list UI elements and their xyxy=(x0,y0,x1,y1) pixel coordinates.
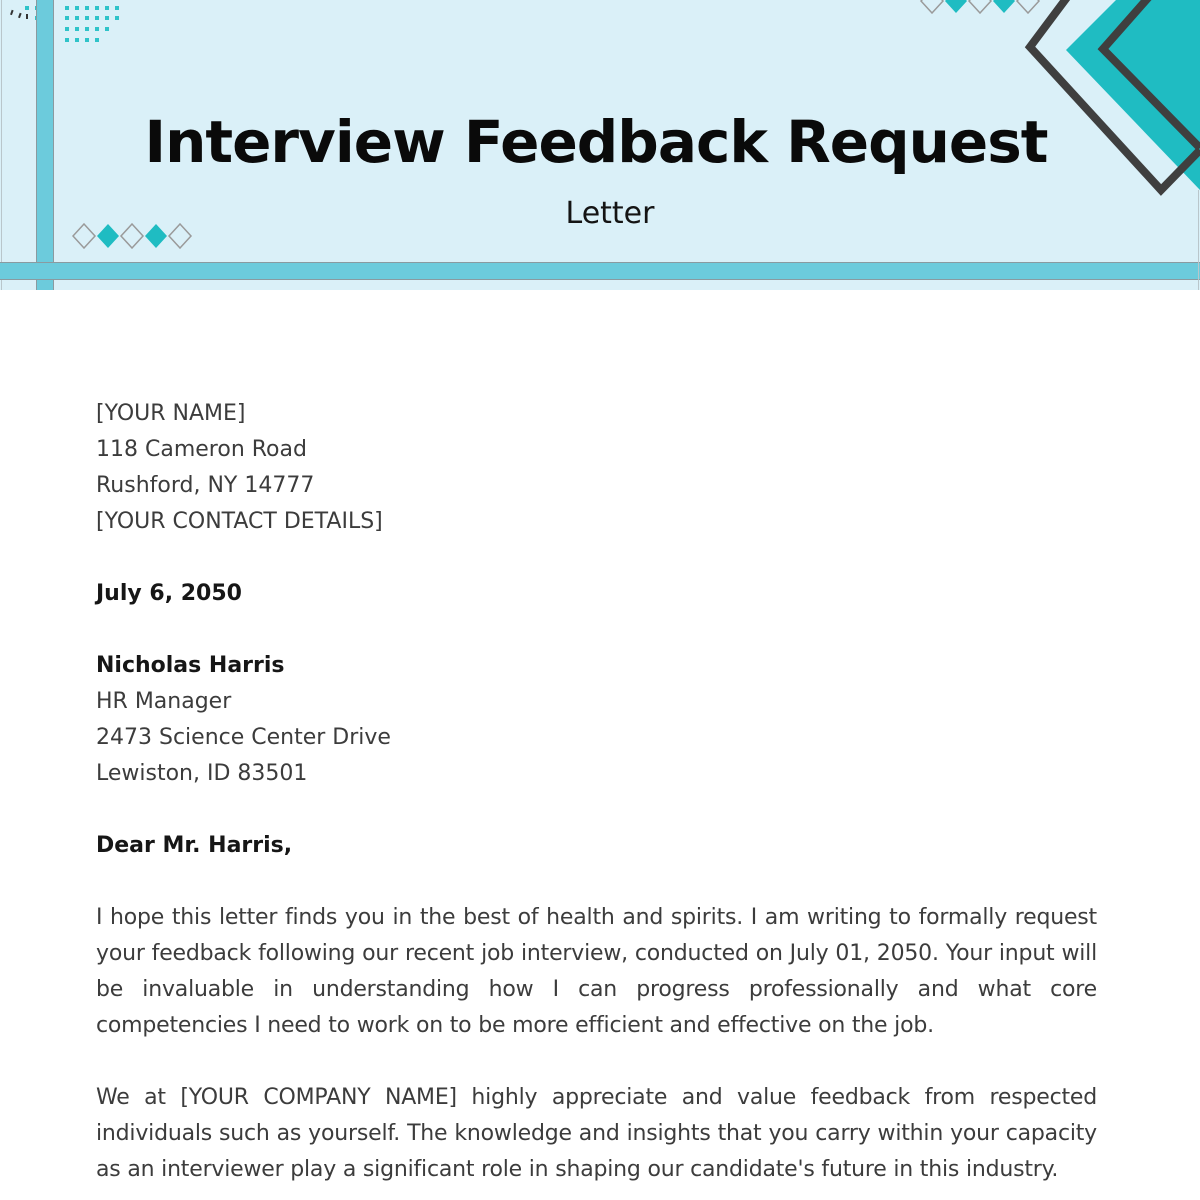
sender-block xyxy=(96,396,1097,540)
diamond-row-bottom-icon xyxy=(72,223,197,249)
recipient-title: HR Manager xyxy=(96,689,232,714)
letter-body xyxy=(96,396,1097,1188)
document-subtitle: Letter xyxy=(565,196,655,231)
letter-date: July 6, 2050 xyxy=(96,581,242,606)
header-banner xyxy=(0,0,1200,290)
sender-name: [YOUR NAME] xyxy=(96,401,246,426)
body-paragraph-2: We at [YOUR COMPANY NAME] highly appreciate and value feedback from respected individuals such as yourself. The knowledge and insights that you carry within your capacity as an interviewer play a significant role in shaping our candidate's future in this industry. xyxy=(96,1085,1097,1182)
dot-pattern-icon xyxy=(8,0,128,50)
diamond-row-top-icon xyxy=(920,0,1045,14)
horizontal-accent-bar xyxy=(0,262,1200,280)
sender-contact: [YOUR CONTACT DETAILS] xyxy=(96,509,383,534)
salutation: Dear Mr. Harris, xyxy=(96,833,293,858)
recipient-name: Nicholas Harris xyxy=(96,653,285,678)
recipient-block xyxy=(96,648,1097,792)
sender-address-line1: 118 Cameron Road xyxy=(96,437,307,462)
body-paragraph-1: I hope this letter finds you in the best of health and spirits. I am writing to formally request your feedback following our recent job interview, conducted on July 01, 2050. Your input will be invaluable in understanding how I can progress professionally and what core competencies I need to work on to be more efficient and effective on the job. xyxy=(96,905,1097,1038)
sender-address-line2: Rushford, NY 14777 xyxy=(96,473,315,498)
recipient-address-line2: Lewiston, ID 83501 xyxy=(96,761,308,786)
document-title: Interview Feedback Request xyxy=(144,108,1048,176)
recipient-address-line1: 2473 Science Center Drive xyxy=(96,725,391,750)
